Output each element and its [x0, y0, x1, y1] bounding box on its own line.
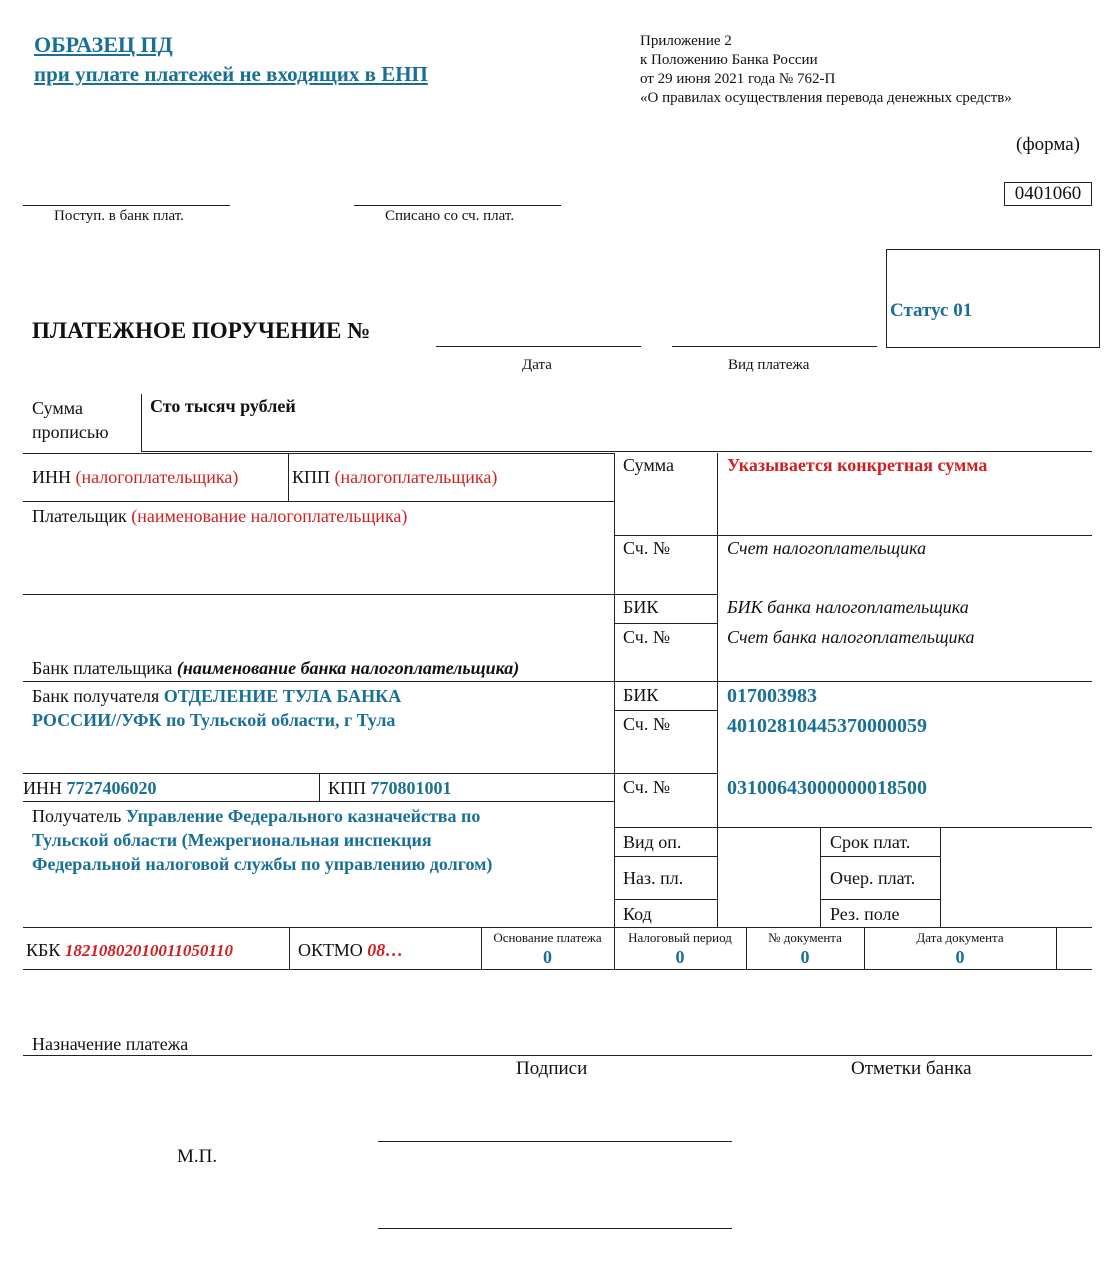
oktmo — [298, 940, 403, 961]
appendix-line: от 29 июня 2021 года № 762-П — [640, 71, 836, 87]
grid-line — [23, 773, 717, 774]
grid-line — [614, 827, 717, 828]
grid-line — [614, 710, 717, 711]
grid-line — [614, 535, 1092, 536]
debited-line — [354, 205, 561, 206]
code-label: Код — [623, 904, 652, 924]
payer-bank — [32, 658, 519, 679]
recipient-bank-line: РОССИИ//УФК по Тульской области, г Тула — [32, 710, 396, 730]
status-text: Статус 01 — [890, 300, 973, 321]
amount-value: Указывается конкретная сумма — [727, 455, 988, 475]
grid-line — [1056, 927, 1057, 969]
grid-line — [23, 594, 717, 595]
grid-line — [288, 453, 289, 501]
grid-line — [23, 681, 1092, 682]
appendix-line: к Положению Банка России — [640, 52, 818, 68]
appendix-block — [640, 32, 1012, 108]
recipient-name-line: Тульской области (Межрегиональная инспекция — [32, 830, 432, 850]
grid-line — [23, 927, 1092, 928]
amount-words-value: Сто тысяч рублей — [150, 396, 296, 416]
payer-name — [32, 506, 407, 527]
doc-title: ПЛАТЕЖНОЕ ПОРУЧЕНИЕ № — [32, 318, 371, 343]
recipient-inn — [23, 778, 157, 799]
payer-kpp-label: КПП — [292, 467, 331, 487]
grid-line — [23, 453, 614, 454]
due-date-label: Срок плат. — [830, 832, 911, 852]
recipient-name-line: Федеральной налоговой службы по управлению долгом) — [32, 854, 493, 874]
tax-period-value: 0 — [675, 947, 685, 967]
grid-line — [717, 453, 718, 927]
recipient-bank-account-label: Сч. № — [623, 714, 670, 734]
sample-subtitle: при уплате платежей не входящих в ЕНП — [34, 62, 428, 86]
amount-words-label-line: прописью — [32, 422, 109, 442]
kbk-value: 18210802010011050110 — [64, 941, 233, 960]
grid-line — [614, 856, 717, 857]
grid-line — [141, 451, 1092, 452]
signature-line — [378, 1228, 732, 1229]
payer-name-value: (наименование налогоплательщика) — [131, 506, 408, 526]
purpose-code-label: Наз. пл. — [623, 868, 684, 888]
grid-line — [23, 1055, 1092, 1056]
received-label: Поступ. в банк плат. — [54, 208, 184, 224]
recipient-name-label: Получатель — [32, 806, 122, 826]
amount-words-label-line: Сумма — [32, 398, 83, 418]
grid-line — [23, 969, 1092, 970]
recipient-name — [32, 804, 492, 876]
recipient-kpp-value: 770801001 — [370, 778, 452, 798]
basis-label: Основание платежа — [493, 930, 602, 945]
op-type-label: Вид оп. — [623, 832, 682, 852]
doc-date-value: 0 — [955, 947, 965, 967]
amount-label: Сумма — [623, 455, 674, 475]
recipient-name-line: Управление Федерального казначейства по — [125, 806, 481, 826]
payer-inn — [32, 467, 238, 488]
appendix-line: «О правилах осуществления перевода денежных средств» — [640, 90, 1012, 106]
payer-bank-value: (наименование банка налогоплательщика) — [176, 658, 520, 678]
oktmo-value: 08… — [367, 940, 404, 960]
signatures-label: Подписи — [516, 1058, 588, 1079]
payment-type-label: Вид платежа — [728, 357, 810, 373]
grid-line — [940, 827, 941, 927]
grid-line — [319, 773, 320, 801]
grid-line — [717, 827, 1092, 828]
payer-bank-account-label: Сч. № — [623, 627, 670, 647]
sample-title: ОБРАЗЕЦ ПД — [34, 32, 173, 57]
recipient-kpp-label: КПП — [328, 778, 367, 798]
doc-date-label: Дата документа — [916, 930, 1004, 945]
recipient-kpp — [328, 778, 452, 799]
date-label: Дата — [522, 357, 552, 373]
status-box — [886, 249, 1100, 348]
signature-line — [378, 1141, 732, 1142]
appendix-line: Приложение 2 — [640, 33, 732, 49]
tax-period-label: Налоговый период — [628, 930, 732, 945]
basis-value: 0 — [543, 947, 552, 967]
grid-line — [289, 927, 290, 969]
form-label: (форма) — [1016, 134, 1081, 155]
payer-bank-account-value: Счет банка налогоплательщика — [727, 627, 975, 647]
grid-line — [820, 827, 821, 927]
payer-inn-label: ИНН — [32, 467, 71, 487]
recipient-bank-account-value: 40102810445370000059 — [727, 715, 927, 737]
oktmo-label: ОКТМО — [298, 940, 363, 960]
grid-line — [614, 899, 717, 900]
date-line — [436, 346, 641, 347]
recipient-bank-line: ОТДЕЛЕНИЕ ТУЛА БАНКА — [163, 686, 402, 706]
recipient-bank — [32, 684, 401, 732]
grid-line — [23, 801, 614, 802]
recipient-bik-label: БИК — [623, 685, 659, 705]
debited-label: Списано со сч. плат. — [385, 208, 515, 224]
payer-bik-value: БИК банка налогоплательщика — [727, 597, 969, 617]
amount-words-label — [32, 396, 109, 444]
grid-line — [820, 899, 940, 900]
payer-kpp-value: (налогоплательщика) — [334, 467, 498, 487]
form-code: 0401060 — [1004, 182, 1092, 206]
grid-line — [820, 856, 940, 857]
doc-number-label: № документа — [768, 930, 842, 945]
priority-label: Очер. плат. — [830, 868, 916, 888]
reserve-field-label: Рез. поле — [830, 904, 900, 924]
payer-name-label: Плательщик — [32, 506, 127, 526]
bank-marks-label: Отметки банка — [851, 1058, 972, 1079]
recipient-account-value: 03100643000000018500 — [727, 777, 927, 799]
recipient-bank-label: Банк получателя — [32, 686, 160, 706]
payer-kpp — [292, 467, 497, 488]
kbk — [26, 940, 233, 961]
stamp-label: М.П. — [177, 1146, 218, 1167]
grid-line — [23, 501, 614, 502]
grid-line — [614, 453, 615, 970]
doc-number-value: 0 — [800, 947, 810, 967]
recipient-inn-label: ИНН — [23, 778, 62, 798]
payer-inn-value: (налогоплательщика) — [75, 467, 239, 487]
payment-type-line — [672, 346, 877, 347]
payer-account-value: Счет налогоплательщика — [727, 538, 927, 558]
recipient-bik-value: 017003983 — [727, 685, 817, 707]
kbk-label: КБК — [26, 940, 61, 960]
payer-bank-label: Банк плательщика — [32, 658, 173, 678]
recipient-inn-value: 7727406020 — [66, 778, 157, 798]
recipient-account-label: Сч. № — [623, 777, 670, 797]
received-line — [23, 205, 230, 206]
payer-bik-label: БИК — [623, 597, 659, 617]
grid-line — [614, 623, 717, 624]
payer-account-label: Сч. № — [623, 538, 670, 558]
grid-line — [141, 394, 142, 452]
purpose-label: Назначение платежа — [32, 1034, 189, 1054]
